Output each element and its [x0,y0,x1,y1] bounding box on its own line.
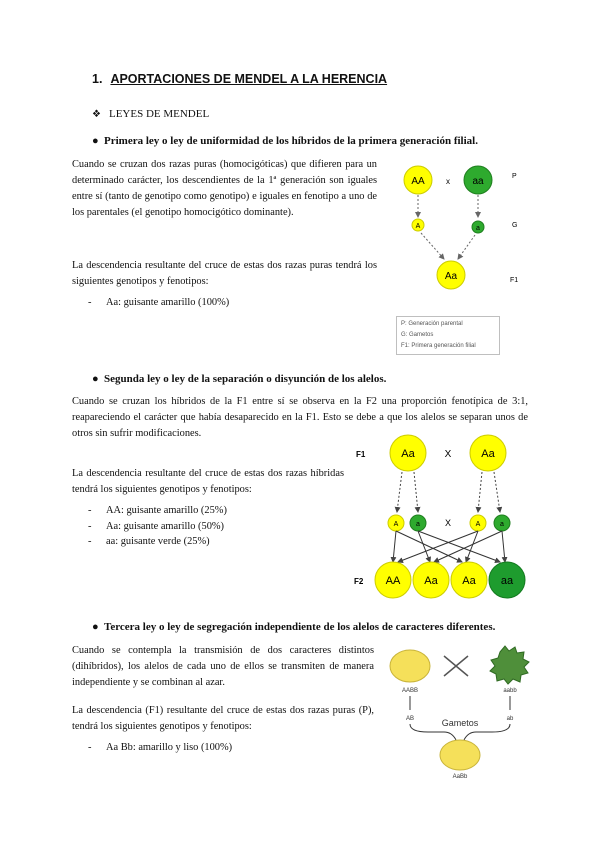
gamete-label: A [475,521,481,528]
parent1-label: AABB [401,688,419,694]
diamond-bullet-icon: ❖ [92,109,101,120]
legend-item: F1: Primera generación filial [401,343,476,349]
offspring-label: AaBb [452,774,468,780]
list-item: - aa: guisante verde (25%) [88,536,210,547]
label-g: G [512,222,518,229]
law3-paragraph-2: La descendencia (F1) resultante del cruce de estas dos razas puras (P), tendrá los siguientes genotipos y fenotipos: [72,705,374,732]
gamete-A-label: A [415,223,421,230]
label-f2: F2 [354,577,364,586]
gamete-a-label: a [476,225,480,232]
gamete-label: A [393,521,399,528]
f2-label: Aa [424,575,438,587]
gamete2-label: ab [506,716,514,722]
law1-cross-diagram [388,155,538,305]
label-f1: F1 [510,277,519,284]
law1-heading [92,135,478,147]
law2-paragraph-1: Cuando se cruzan los híbridos de la F1 entre sí se observa en la F2 una proporción fenotípica de 3:1, reapareciendo el carácter que había desaparecido en la F1. Esto se debe a que los alelos se separan unos de otros sin sufrir modificaciones. [72,396,528,439]
law2-paragraph-2: La descendencia resultante del cruce de estas dos razas híbridas tendrá los siguientes genotipos y fenotipos: [72,468,344,495]
title-text: APORTACIONES DE MENDEL A LA HERENCIA [110,72,388,86]
law2-heading [92,373,386,385]
offspring-pea [440,740,480,770]
gamete-label: a [500,521,504,528]
gametes-label: Gametos [441,718,479,728]
f1-right-label: Aa [481,448,495,460]
law2-title: Segunda ley o ley de la separación o disyunción de los alelos. [104,373,387,385]
law1-legend [396,316,500,355]
legend-item: P: Generación parental [401,321,463,327]
subheading-text: LEYES DE MENDEL [108,108,210,120]
law3-title: Tercera ley o ley de segregación independiente de los alelos de caracteres diferentes. [104,621,496,633]
f2-label: aa [500,575,514,587]
cross-symbol: x [446,177,450,186]
law1-paragraph-2: La descendencia resultante del cruce de estas dos razas puras tendrá los siguientes genotipos y fenotipos: [72,260,377,287]
list-item: - Aa: guisante amarillo (100%) [88,297,230,308]
page-title [92,72,387,86]
f2-label: Aa [462,575,476,587]
label-f1: F1 [356,450,366,459]
cross-symbol: X [444,518,452,528]
law3-list [88,740,232,756]
list-item: - Aa Bb: amarillo y liso (100%) [88,742,233,753]
list-item: - Aa: guisante amarillo (50%) [88,520,225,532]
gamete1-label: AB [405,716,415,722]
law3-heading [92,621,495,633]
legend-item: G: Gametos [401,332,434,338]
title-number: 1. [92,72,103,86]
parent-AA-label: AA [411,176,425,187]
law3-cross-diagram [388,642,548,782]
law2-cross-diagram [350,432,530,604]
list-item: - AA: guisante amarillo (25%) [88,505,227,516]
bullet-icon: ● [92,135,99,147]
subheading [92,108,209,120]
gamete-label: a [416,521,420,528]
offspring-Aa-label: Aa [444,271,458,282]
parent2-label: aabb [503,688,517,694]
law1-list [88,295,229,311]
parent-aa-label: aa [472,176,484,187]
law2-list [88,503,227,550]
bullet-icon: ● [92,621,99,633]
bullet-icon: ● [92,373,99,385]
label-p: P [512,173,517,180]
law1-title: Primera ley o ley de uniformidad de los híbridos de la primera generación filial. [104,135,478,147]
cross-symbol: X [444,449,452,460]
round-yellow-pea [390,650,430,682]
f1-left-label: Aa [401,448,415,460]
law3-paragraph-1: Cuando se contempla la transmisión de dos caracteres distintos (dihíbridos), los alelos de cada uno de ellos se transmiten de manera independiente y se combinan al azar. [72,645,374,688]
cross-symbol [444,656,468,676]
law1-paragraph-1: Cuando se cruzan dos razas puras (homocigóticas) que difieren para un determinado carácter, los descendientes de la 1ª generación son iguales entre sí (tanto de genotipo como genotipo) e iguales en fenotipo a uno de los parentales (el genotipo homocigótico dominante). [72,159,377,218]
f2-label: AA [385,575,401,587]
wrinkled-green-pea [490,646,529,684]
